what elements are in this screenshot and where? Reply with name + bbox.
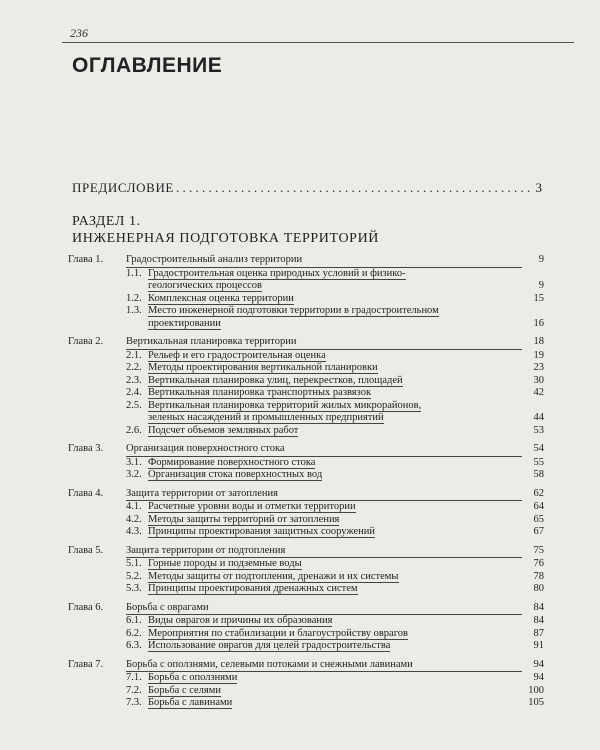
- entry-number: 2.2.: [126, 362, 142, 373]
- chapter-title: Вертикальная планировка территории: [126, 336, 522, 350]
- chapter-label: Глава 1.: [68, 254, 104, 265]
- toc-preface[interactable]: [72, 180, 542, 196]
- entry-title: [148, 526, 522, 539]
- entry-page: 80: [533, 583, 544, 594]
- entry-number: 5.2.: [126, 570, 142, 582]
- indent: [68, 362, 126, 375]
- entry-title: [148, 350, 522, 363]
- toc-entry[interactable]: [68, 501, 544, 514]
- entry-number: 1.3.: [126, 305, 142, 316]
- chapter-title: Защита территории от подтопления: [126, 545, 522, 559]
- entry-page: 94: [533, 672, 544, 683]
- entry-title-text: Использование оврагов для целей градостроительства: [148, 640, 391, 651]
- toc-entry[interactable]: [68, 350, 544, 363]
- toc-list: [68, 254, 544, 716]
- chapter-block: [68, 488, 544, 539]
- entry-number: 6.2.: [126, 627, 142, 639]
- entry-title: [148, 375, 522, 388]
- entry-number: 4.2.: [126, 513, 142, 525]
- entry-title-text: зеленых насаждений и промышленных предприятий: [148, 412, 384, 423]
- entry-title-text: Принципы проектирования защитных сооружений: [148, 526, 376, 537]
- entry-number: 2.6.: [126, 424, 142, 436]
- entry-title-text: проектировании: [148, 317, 221, 329]
- indent: [68, 514, 126, 527]
- page-number: 236: [70, 26, 88, 40]
- indent: [68, 268, 126, 281]
- entry-page: 105: [528, 697, 544, 708]
- entry-title: [148, 362, 522, 375]
- indent: [68, 571, 126, 584]
- chapter-title: Борьба с оползнями, селевыми потоками и снежными лавинами: [126, 659, 522, 673]
- entry-number: 1.2.: [126, 292, 142, 304]
- section-heading: [72, 213, 379, 247]
- toc-entry[interactable]: [68, 615, 544, 628]
- chapter-label: Глава 7.: [68, 658, 104, 670]
- indent: [68, 558, 126, 571]
- chapter-entry[interactable]: [68, 602, 544, 616]
- entry-page: 76: [533, 558, 544, 569]
- entry-title: [148, 685, 522, 698]
- entry-title: [148, 400, 522, 413]
- entry-title: [148, 305, 522, 318]
- chapter-block: [68, 443, 544, 482]
- entry-page: 9: [538, 280, 544, 291]
- entry-title-text: Формирование поверхностного стока: [148, 456, 316, 468]
- chapter-block: [68, 659, 544, 710]
- entry-title-text: Принципы проектирования дренажных систем: [148, 583, 358, 594]
- toc-entry[interactable]: [68, 583, 544, 596]
- entry-page: [522, 400, 544, 413]
- indent: [68, 685, 126, 698]
- entry-title: [148, 469, 522, 482]
- chapter-entry[interactable]: [68, 254, 544, 268]
- chapter-page: 62: [533, 487, 544, 499]
- indent: [68, 640, 126, 653]
- entry-page: 100: [528, 684, 544, 696]
- toc-entry[interactable]: [68, 293, 544, 306]
- entry-number: 3.1.: [126, 456, 142, 468]
- chapter-page: 75: [533, 544, 544, 556]
- toc-entry[interactable]: [68, 318, 544, 331]
- entry-page: 15: [533, 292, 544, 304]
- entry-title-text: геологических процессов: [148, 280, 263, 291]
- indent: [68, 280, 126, 293]
- entry-title: [148, 697, 522, 710]
- entry-title: [148, 425, 522, 438]
- entry-title: [148, 514, 522, 527]
- indent: [68, 293, 126, 306]
- entry-title-text: Расчетные уровни воды и отметки территории: [148, 501, 356, 512]
- toc-entry[interactable]: [68, 628, 544, 641]
- chapter-page: 94: [533, 658, 544, 670]
- entry-title: [148, 387, 522, 400]
- entry-title-text: Мероприятия по стабилизации и благоустройству оврагов: [148, 627, 408, 639]
- toc-entry[interactable]: [68, 514, 544, 527]
- chapter-label: Глава 4.: [68, 487, 104, 499]
- entry-number: 7.2.: [126, 684, 142, 696]
- entry-title-text: Вертикальная планировка территорий жилых микрорайонов,: [148, 399, 422, 411]
- entry-number: 1.1.: [126, 267, 142, 279]
- entry-title: [148, 280, 522, 293]
- entry-title-text: Подсчет объемов земляных работ: [148, 424, 299, 436]
- entry-title: [148, 501, 522, 514]
- entry-number: 2.4.: [126, 387, 142, 398]
- toc-entry[interactable]: [68, 640, 544, 653]
- entry-title-text: Рельеф и его градостроительная оценка: [148, 349, 326, 361]
- indent: [68, 457, 126, 470]
- entry-title: [148, 558, 522, 571]
- entry-title-text: Методы защиты территорий от затопления: [148, 513, 340, 525]
- indent: [68, 305, 126, 318]
- entry-page: 42: [533, 387, 544, 398]
- indent: [68, 412, 126, 425]
- chapter-entry[interactable]: [68, 443, 544, 457]
- toc-entry[interactable]: [68, 362, 544, 375]
- chapter-label: Глава 6.: [68, 601, 104, 613]
- entry-title-text: Градостроительная оценка природных условий и физико-: [148, 267, 406, 279]
- indent: [68, 615, 126, 628]
- chapter-entry[interactable]: [68, 488, 544, 502]
- entry-title: [148, 318, 522, 331]
- indent: [68, 501, 126, 514]
- chapter-label: Глава 5.: [68, 544, 104, 556]
- chapter-block: [68, 254, 544, 330]
- toc-entry[interactable]: [68, 526, 544, 539]
- entry-number: [126, 412, 148, 425]
- chapter-page: 84: [533, 601, 544, 613]
- entry-page: [522, 268, 544, 281]
- indent: [68, 375, 126, 388]
- entry-page: 19: [533, 349, 544, 361]
- indent: [68, 387, 126, 400]
- entry-title-text: Комплексная оценка территории: [148, 292, 294, 304]
- entry-title-text: Борьба с оползнями: [148, 672, 238, 683]
- toc-entry[interactable]: [68, 268, 544, 281]
- toc-entry[interactable]: [68, 672, 544, 685]
- entry-title: [148, 583, 522, 596]
- entry-title-text: Борьба с лавинами: [148, 697, 233, 708]
- entry-title-text: Борьба с селями: [148, 684, 222, 696]
- entry-title: [148, 412, 522, 425]
- entry-number: 2.3.: [126, 374, 142, 386]
- entry-number: 2.5.: [126, 399, 142, 411]
- indent: [68, 350, 126, 363]
- entry-title: [148, 672, 522, 685]
- chapter-entry[interactable]: [68, 336, 544, 350]
- entry-number: 6.3.: [126, 640, 142, 651]
- toc-entry[interactable]: [68, 387, 544, 400]
- indent: [68, 425, 126, 438]
- entry-title: [148, 457, 522, 470]
- toc-entry[interactable]: [68, 685, 544, 698]
- chapter-entry[interactable]: [68, 545, 544, 559]
- entry-title-text: Вертикальная планировка улиц, перекрестков, площадей: [148, 374, 403, 386]
- indent: [68, 628, 126, 641]
- toc-entry[interactable]: [68, 425, 544, 438]
- indent: [68, 400, 126, 413]
- entry-title-text: Место инженерной подготовки территории в градостроительном: [148, 305, 439, 316]
- entry-title-text: Вертикальная планировка транспортных развязок: [148, 387, 372, 398]
- entry-number: 4.1.: [126, 501, 142, 512]
- entry-page: 55: [533, 456, 544, 468]
- toc-entry[interactable]: [68, 305, 544, 318]
- entry-page: 53: [533, 424, 544, 436]
- indent: [68, 469, 126, 482]
- entry-number: [126, 318, 148, 331]
- entry-title-text: Методы проектирования вертикальной планировки: [148, 362, 378, 373]
- indent: [68, 526, 126, 539]
- entry-page: 67: [533, 526, 544, 537]
- entry-page: 84: [533, 615, 544, 626]
- entry-page: 16: [533, 317, 544, 329]
- entry-page: 30: [533, 374, 544, 386]
- entry-number: 7.1.: [126, 672, 142, 683]
- entry-number: 7.3.: [126, 697, 142, 708]
- toc-entry[interactable]: [68, 469, 544, 482]
- chapter-page: 9: [538, 254, 544, 265]
- entry-title: [148, 640, 522, 653]
- entry-title-text: Виды оврагов и причины их образования: [148, 615, 333, 626]
- chapter-title: Организация поверхностного стока: [126, 443, 522, 457]
- entry-title-text: Организация стока поверхностных вод: [148, 469, 323, 480]
- entry-number: 5.1.: [126, 558, 142, 569]
- entry-page: 87: [533, 627, 544, 639]
- chapter-title: Борьба с оврагами: [126, 602, 522, 616]
- entry-title-text: Горные породы и подземные воды: [148, 558, 302, 569]
- section-title: ИНЖЕНЕРНАЯ ПОДГОТОВКА ТЕРРИТОРИЙ: [72, 231, 379, 246]
- header-rule: [62, 42, 574, 43]
- entry-title: [148, 268, 522, 281]
- toc-entry[interactable]: [68, 412, 544, 425]
- entry-page: 65: [533, 513, 544, 525]
- chapter-label: Глава 3.: [68, 443, 104, 454]
- toc-entry[interactable]: [68, 280, 544, 293]
- chapter-page: 18: [533, 336, 544, 347]
- indent: [68, 672, 126, 685]
- toc-entry[interactable]: [68, 457, 544, 470]
- entry-title: [148, 615, 522, 628]
- entry-page: 64: [533, 501, 544, 512]
- indent: [68, 318, 126, 331]
- dot-leader: [176, 180, 534, 196]
- entry-page: 78: [533, 570, 544, 582]
- chapter-entry[interactable]: [68, 659, 544, 673]
- indent: [68, 697, 126, 710]
- entry-page: 23: [533, 362, 544, 373]
- chapter-title: Защита территории от затопления: [126, 488, 522, 502]
- entry-number: 6.1.: [126, 615, 142, 626]
- preface-page: 3: [535, 180, 542, 195]
- toc-entry[interactable]: [68, 571, 544, 584]
- entry-page: 58: [533, 469, 544, 480]
- entry-title: [148, 571, 522, 584]
- entry-number: 2.1.: [126, 349, 142, 361]
- chapter-label: Глава 2.: [68, 336, 104, 347]
- entry-number: 3.2.: [126, 469, 142, 480]
- toc-entry[interactable]: [68, 375, 544, 388]
- entry-number: 4.3.: [126, 526, 142, 537]
- entry-page: [522, 305, 544, 318]
- chapter-page: 54: [533, 443, 544, 454]
- section-number: РАЗДЕЛ 1.: [72, 214, 141, 229]
- chapter-block: [68, 545, 544, 596]
- page-title: ОГЛАВЛЕНИЕ: [72, 54, 223, 77]
- chapter-block: [68, 336, 544, 437]
- toc-entry[interactable]: [68, 558, 544, 571]
- chapter-block: [68, 602, 544, 653]
- indent: [68, 583, 126, 596]
- entry-title: [148, 293, 522, 306]
- entry-page: 44: [533, 412, 544, 423]
- toc-entry[interactable]: [68, 697, 544, 710]
- entry-page: 91: [533, 640, 544, 651]
- preface-label: ПРЕДИСЛОВИЕ: [72, 180, 174, 195]
- entry-title-text: Методы защиты от подтопления, дренажи и их системы: [148, 570, 399, 582]
- entry-number: 5.3.: [126, 583, 142, 594]
- entry-number: [126, 280, 148, 293]
- toc-entry[interactable]: [68, 400, 544, 413]
- entry-title: [148, 628, 522, 641]
- chapter-title: Градостроительный анализ территории: [126, 254, 522, 268]
